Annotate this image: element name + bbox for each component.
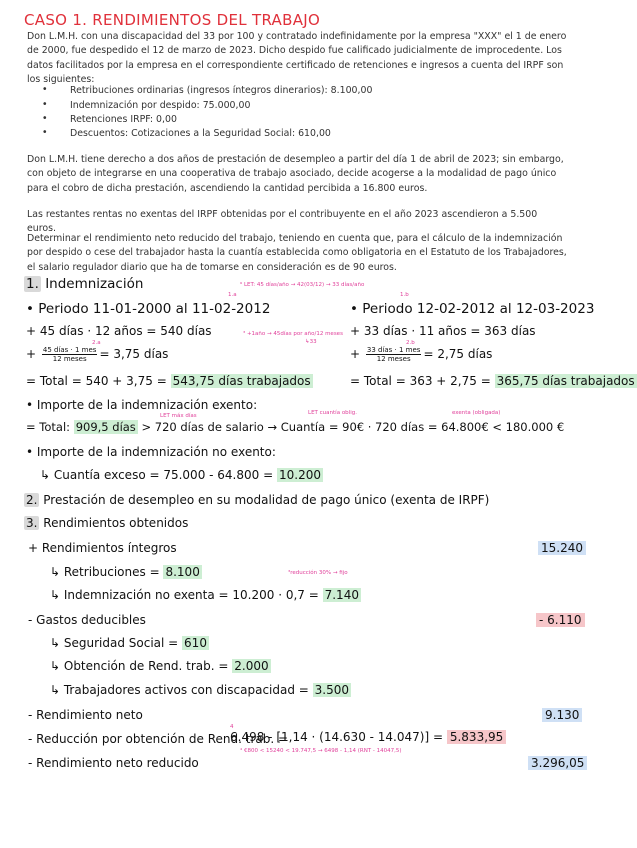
section-1-heading: 1. Indemnización [26, 276, 144, 292]
neto-label: - Rendimiento neto [28, 708, 143, 722]
note-red-sup: 4 [230, 724, 234, 730]
prorrata-right: + $\frac{\text{33 días · 1 mes}}{\text{12 meses}}$ = 2,75 días [350, 346, 493, 363]
gastos-value: - 6.110 [536, 613, 585, 627]
note-let-oblig: LET cuantía oblig. [308, 410, 357, 416]
note-mid-2: ↳33 [305, 339, 317, 345]
note-2b: 2.b [406, 340, 415, 346]
obtencion-line: ↳ Obtención de Rend. trab. = 2.000 [50, 659, 269, 673]
seguridad-social-line: ↳ Seguridad Social = 610 [50, 636, 207, 650]
note-reduccion: ³reducción 30% → fijo [288, 570, 348, 576]
section-2-heading: 2. Prestación de desempleo en su modalidad de pago único (exenta de IRPF) [26, 493, 490, 507]
retribuciones-line: ↳ Retribuciones = 8.100 [50, 565, 200, 579]
reduccion-expr: 6.498 - [1,14 · (14.630 - 14.047)] = 5.833,95 [230, 730, 506, 744]
note-1a: 1.a [228, 292, 237, 298]
period-right: • Periodo 12-02-2012 al 12-03-2023 [350, 301, 595, 317]
no-exento-calc: ↳ Cuantía exceso = 75.000 - 64.800 = 10.200 [40, 468, 321, 482]
prorrata-left: + $\frac{\text{45 días · 1 mes}}{\text{12 meses}}$ = 3,75 días [26, 346, 169, 363]
gastos-label: - Gastos deducibles [28, 613, 146, 627]
total-right: = Total = 363 + 2,75 = 365,75 días trabajados [350, 374, 635, 388]
neto-value: 9.130 [542, 708, 582, 722]
paragraph-rentas: Las restantes rentas no exentas del IRPF obtenidas por el contribuyente en el año 2023 ascendieron a 5.500 euros. [27, 209, 538, 235]
list-item: • Indemnización por despido: 75.000,00 [42, 99, 251, 111]
exento-calc: = Total: 909,5 días > 720 días de salario → Cuantía = 90€ · 720 días = 64.800€ < 180.000 € [26, 420, 565, 434]
reduccion-label: - Reducción por obtención de Rend. trab. = [28, 732, 289, 746]
indemnizacion-line: ↳ Indemnización no exenta = 10.200 · 0,7 = 7.140 [50, 588, 359, 602]
list-item: • Retenciones IRPF: 0,00 [42, 113, 177, 125]
no-exento-heading: • Importe de la indemnización no exento: [26, 445, 276, 459]
page-title: CASO 1. RENDIMIENTOS DEL TRABAJO [24, 11, 321, 29]
days-left: + 45 días · 12 años = 540 días [26, 324, 212, 338]
total-left: = Total = 540 + 3,75 = 543,75 días trabajados [26, 374, 311, 388]
period-left: • Periodo 11-01-2000 al 11-02-2012 [26, 301, 271, 317]
note-mid: ³ +1año → 45días por año/12 meses [243, 331, 343, 337]
note-reduccion-calc: ⁴ €800 < 15240 < 19.747,5 → 6498 - 1,14 (RNT - 14047,5) [240, 748, 402, 754]
integros-label: + Rendimientos íntegros [28, 541, 177, 555]
note-exenta: exenta (obligada) [452, 410, 501, 416]
reducido-label: - Rendimiento neto reducido [28, 756, 199, 770]
reducido-value: 3.296,05 [528, 756, 587, 770]
exento-heading: • Importe de la indemnización exento: [26, 398, 258, 412]
list-item: • Descuentos: Cotizaciones a la Seguridad Social: 610,00 [42, 127, 331, 139]
integros-value: 15.240 [538, 541, 586, 555]
section-3-heading: 3. Rendimientos obtenidos [26, 516, 189, 530]
paragraph-desempleo: Don L.M.H. tiene derecho a dos años de prestación de desempleo a partir del día 1 de abril de 2023; sin embargo, con objeto de integrarse en una cooperativa de trabajo asociado, decide acogerse a la modalidad de pago único para el cobro de dicha prestación, ascendiendo la cantidad percibida a 16.800 euros. [27, 154, 564, 194]
paragraph-enunciado: Determinar el rendimiento neto reducido del trabajo, teniendo en cuenta que, para el cálculo de la indemnización por despido o cese del trabajador hasta la cuantía establecida como obligatoria en el Estatuto de los Trabajadores, el salario regulador diario que ha de tomarse en consideración es de 90 euros. [27, 233, 567, 273]
note-2a: 2.a [92, 340, 101, 346]
note-let: ⁶ LET: 45 días/año → 42(03/12) → 33 días/año [240, 282, 365, 288]
days-right: + 33 días · 11 años = 363 días [350, 324, 536, 338]
note-1b: 1.b [400, 292, 409, 298]
note-let-max: LET máx días [160, 413, 197, 419]
list-item: • Retribuciones ordinarias (ingresos íntegros dinerarios): 8.100,00 [42, 84, 373, 96]
discapacidad-line: ↳ Trabajadores activos con discapacidad = 3.500 [50, 683, 350, 697]
intro-paragraph: Don L.M.H. con una discapacidad del 33 por 100 y contratado indefinidamente por la empresa "XXX" el 1 de enero de 2000, fue despedido el 12 de marzo de 2023. Dicho despido fue calificado judicialmente de improcedente. Los datos facilitados por la empresa en el correspondiente certificado de retenciones e ingresos a cuenta del IRPF son los siguientes: [27, 31, 567, 85]
